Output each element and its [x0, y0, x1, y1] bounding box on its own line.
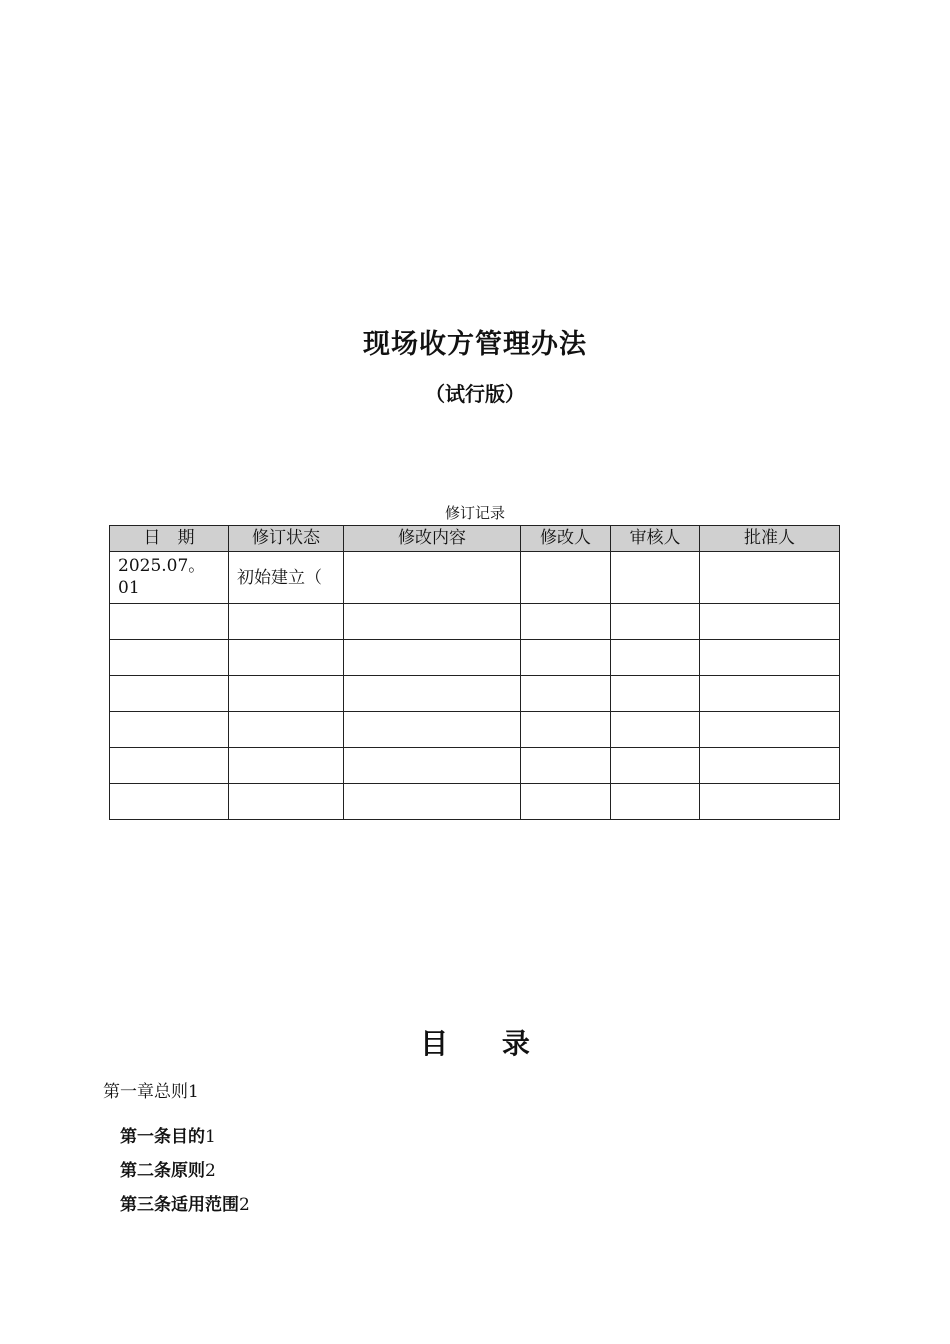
table-cell	[611, 712, 700, 748]
table-cell	[344, 676, 521, 712]
table-row	[110, 640, 840, 676]
header-approver: 批准人	[700, 526, 840, 552]
table-cell	[521, 712, 611, 748]
header-modifier: 修改人	[521, 526, 611, 552]
table-cell	[700, 552, 840, 604]
table-cell	[229, 640, 344, 676]
revision-header-row	[110, 526, 840, 552]
toc-item-link[interactable]	[120, 1122, 216, 1147]
table-cell	[611, 784, 700, 820]
table-cell	[344, 640, 521, 676]
table-cell	[521, 640, 611, 676]
table-cell	[110, 748, 229, 784]
table-row	[110, 676, 840, 712]
table-cell	[700, 748, 840, 784]
toc-item-label: 第一条目的	[120, 1127, 205, 1147]
toc-item-link[interactable]	[120, 1190, 250, 1215]
revision-table-caption: 修订记录	[444, 504, 505, 522]
table-cell	[521, 784, 611, 820]
table-cell	[700, 640, 840, 676]
table-cell	[344, 784, 521, 820]
table-cell	[521, 676, 611, 712]
table-cell	[229, 712, 344, 748]
table-cell	[229, 676, 344, 712]
table-cell	[700, 784, 840, 820]
toc-item-page: 2	[239, 1195, 250, 1215]
table-cell	[110, 784, 229, 820]
table-cell	[110, 712, 229, 748]
table-cell: 初始建立（	[229, 552, 344, 604]
toc-heading: 目 录	[420, 1027, 530, 1060]
toc-item-page: 2	[205, 1161, 216, 1181]
table-cell	[229, 748, 344, 784]
table-cell	[344, 712, 521, 748]
header-reviewer: 审核人	[611, 526, 700, 552]
toc-item-label: 第二条原则	[120, 1161, 205, 1181]
table-cell	[700, 676, 840, 712]
table-cell	[521, 604, 611, 640]
table-cell	[344, 552, 521, 604]
table-cell	[110, 676, 229, 712]
table-cell	[611, 552, 700, 604]
table-cell	[611, 604, 700, 640]
toc-item-link[interactable]	[120, 1156, 216, 1181]
table-cell	[110, 640, 229, 676]
table-cell: 2025.07。01	[110, 552, 229, 604]
table-cell	[611, 640, 700, 676]
table-row	[110, 784, 840, 820]
table-cell	[700, 712, 840, 748]
table-cell	[344, 748, 521, 784]
header-date: 日 期	[110, 526, 229, 552]
table-row	[110, 712, 840, 748]
revision-table	[109, 525, 840, 820]
table-cell	[521, 552, 611, 604]
table-cell	[611, 676, 700, 712]
toc-item-page: 1	[205, 1127, 216, 1147]
table-cell	[611, 748, 700, 784]
header-revision-status: 修订状态	[229, 526, 344, 552]
document-subtitle: （试行版）	[425, 382, 525, 406]
header-change-content: 修改内容	[344, 526, 521, 552]
table-cell	[229, 604, 344, 640]
table-cell	[110, 604, 229, 640]
table-row	[110, 604, 840, 640]
table-cell	[700, 604, 840, 640]
document-title: 现场收方管理办法	[363, 329, 587, 360]
table-row	[110, 552, 840, 604]
table-row	[110, 748, 840, 784]
table-cell	[344, 604, 521, 640]
toc-chapter-link[interactable]: 第一章总则1	[103, 1082, 199, 1102]
table-cell	[521, 748, 611, 784]
table-cell	[229, 784, 344, 820]
toc-item-label: 第三条适用范围	[120, 1195, 239, 1215]
